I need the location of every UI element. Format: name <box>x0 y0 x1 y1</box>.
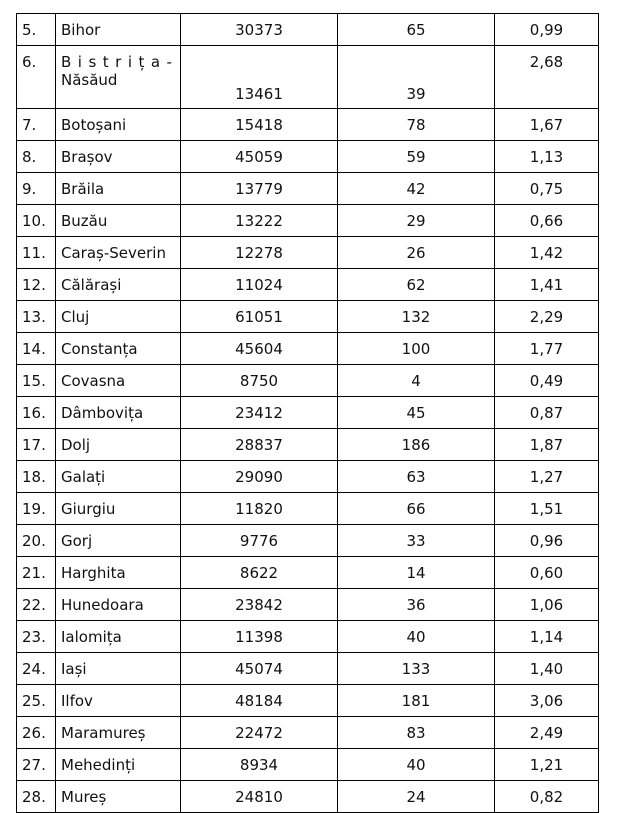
value-b: 39 <box>338 46 495 109</box>
row-number: 13. <box>17 301 56 333</box>
row-number: 14. <box>17 333 56 365</box>
county-name: Botoșani <box>56 109 181 141</box>
value-c: 1,13 <box>495 141 599 173</box>
value-c: 2,49 <box>495 717 599 749</box>
value-a: 45604 <box>181 333 338 365</box>
value-a: 11820 <box>181 493 338 525</box>
value-a: 61051 <box>181 301 338 333</box>
row-number: 10. <box>17 205 56 237</box>
value-a: 24810 <box>181 781 338 813</box>
row-number: 21. <box>17 557 56 589</box>
table-row <box>17 461 599 493</box>
table-row <box>17 493 599 525</box>
value-c: 1,42 <box>495 237 599 269</box>
value-a: 13779 <box>181 173 338 205</box>
value-c: 0,49 <box>495 365 599 397</box>
row-number: 20. <box>17 525 56 557</box>
value-c: 1,67 <box>495 109 599 141</box>
value-c: 2,68 <box>495 46 599 109</box>
row-number: 11. <box>17 237 56 269</box>
table-row <box>17 109 599 141</box>
value-b: 65 <box>338 14 495 46</box>
value-c: 1,27 <box>495 461 599 493</box>
value-c: 0,75 <box>495 173 599 205</box>
row-number: 16. <box>17 397 56 429</box>
county-name: Călărași <box>56 269 181 301</box>
county-name: Bihor <box>56 14 181 46</box>
value-b: 33 <box>338 525 495 557</box>
row-number: 15. <box>17 365 56 397</box>
value-b: 63 <box>338 461 495 493</box>
row-number: 23. <box>17 621 56 653</box>
value-b: 100 <box>338 333 495 365</box>
county-name: Brașov <box>56 141 181 173</box>
county-name: Mureș <box>56 781 181 813</box>
value-b: 186 <box>338 429 495 461</box>
table-row <box>17 557 599 589</box>
row-number: 7. <box>17 109 56 141</box>
value-a: 29090 <box>181 461 338 493</box>
county-name: Harghita <box>56 557 181 589</box>
county-name: Covasna <box>56 365 181 397</box>
value-b: 42 <box>338 173 495 205</box>
value-a: 8750 <box>181 365 338 397</box>
value-b: 78 <box>338 109 495 141</box>
table-row <box>17 301 599 333</box>
value-c: 1,77 <box>495 333 599 365</box>
value-b: 59 <box>338 141 495 173</box>
table-row <box>17 717 599 749</box>
value-c: 0,99 <box>495 14 599 46</box>
county-name: Buzău <box>56 205 181 237</box>
table-row <box>17 46 599 109</box>
table-row <box>17 653 599 685</box>
county-table <box>16 13 599 813</box>
table-row <box>17 141 599 173</box>
value-c: 1,41 <box>495 269 599 301</box>
county-name: Cluj <box>56 301 181 333</box>
value-a: 48184 <box>181 685 338 717</box>
county-name: Brăila <box>56 173 181 205</box>
value-c: 3,06 <box>495 685 599 717</box>
table-row <box>17 173 599 205</box>
value-b: 83 <box>338 717 495 749</box>
value-b: 40 <box>338 749 495 781</box>
county-name: Giurgiu <box>56 493 181 525</box>
value-b: 24 <box>338 781 495 813</box>
row-number: 26. <box>17 717 56 749</box>
value-a: 45059 <box>181 141 338 173</box>
row-number: 9. <box>17 173 56 205</box>
value-c: 0,87 <box>495 397 599 429</box>
county-name-line1: Bistrița- <box>61 53 179 71</box>
table-row <box>17 685 599 717</box>
value-b: 4 <box>338 365 495 397</box>
row-number: 12. <box>17 269 56 301</box>
county-name: Constanța <box>56 333 181 365</box>
row-number: 8. <box>17 141 56 173</box>
county-name: Gorj <box>56 525 181 557</box>
table-row <box>17 589 599 621</box>
county-name <box>56 46 181 109</box>
value-b: 62 <box>338 269 495 301</box>
county-name: Iași <box>56 653 181 685</box>
value-c: 1,21 <box>495 749 599 781</box>
value-b: 45 <box>338 397 495 429</box>
table-row <box>17 269 599 301</box>
value-a: 28837 <box>181 429 338 461</box>
value-a: 12278 <box>181 237 338 269</box>
value-b: 40 <box>338 621 495 653</box>
value-c: 0,66 <box>495 205 599 237</box>
value-b: 14 <box>338 557 495 589</box>
row-number: 22. <box>17 589 56 621</box>
value-a: 13461 <box>181 46 338 109</box>
table-row <box>17 429 599 461</box>
county-name: Maramureș <box>56 717 181 749</box>
value-a: 11024 <box>181 269 338 301</box>
row-number: 18. <box>17 461 56 493</box>
county-name: Caraș-Severin <box>56 237 181 269</box>
value-a: 9776 <box>181 525 338 557</box>
value-c: 1,51 <box>495 493 599 525</box>
value-c: 1,40 <box>495 653 599 685</box>
value-c: 1,87 <box>495 429 599 461</box>
table-row <box>17 365 599 397</box>
table-row <box>17 237 599 269</box>
value-a: 23842 <box>181 589 338 621</box>
row-number: 6. <box>17 46 56 109</box>
county-name: Ilfov <box>56 685 181 717</box>
table-row <box>17 205 599 237</box>
county-name: Mehedinți <box>56 749 181 781</box>
county-name: Ialomița <box>56 621 181 653</box>
table-row <box>17 525 599 557</box>
value-b: 26 <box>338 237 495 269</box>
value-a: 22472 <box>181 717 338 749</box>
value-c: 0,82 <box>495 781 599 813</box>
row-number: 5. <box>17 14 56 46</box>
value-a: 13222 <box>181 205 338 237</box>
table-row <box>17 333 599 365</box>
value-c: 0,96 <box>495 525 599 557</box>
row-number: 27. <box>17 749 56 781</box>
value-b: 133 <box>338 653 495 685</box>
table-row <box>17 397 599 429</box>
value-b: 36 <box>338 589 495 621</box>
value-a: 11398 <box>181 621 338 653</box>
value-c: 1,14 <box>495 621 599 653</box>
county-name-line2: Năsăud <box>61 71 118 89</box>
county-name: Dolj <box>56 429 181 461</box>
value-a: 30373 <box>181 14 338 46</box>
row-number: 24. <box>17 653 56 685</box>
value-b: 66 <box>338 493 495 525</box>
value-b: 132 <box>338 301 495 333</box>
row-number: 28. <box>17 781 56 813</box>
value-b: 29 <box>338 205 495 237</box>
value-a: 8622 <box>181 557 338 589</box>
value-a: 8934 <box>181 749 338 781</box>
county-name: Galați <box>56 461 181 493</box>
value-a: 23412 <box>181 397 338 429</box>
table-row <box>17 781 599 813</box>
row-number: 25. <box>17 685 56 717</box>
row-number: 17. <box>17 429 56 461</box>
value-c: 1,06 <box>495 589 599 621</box>
value-a: 15418 <box>181 109 338 141</box>
value-c: 0,60 <box>495 557 599 589</box>
table-row <box>17 14 599 46</box>
value-a: 45074 <box>181 653 338 685</box>
county-name: Hunedoara <box>56 589 181 621</box>
table-row <box>17 749 599 781</box>
value-c: 2,29 <box>495 301 599 333</box>
row-number: 19. <box>17 493 56 525</box>
county-name: Dâmbovița <box>56 397 181 429</box>
table-row <box>17 621 599 653</box>
value-b: 181 <box>338 685 495 717</box>
